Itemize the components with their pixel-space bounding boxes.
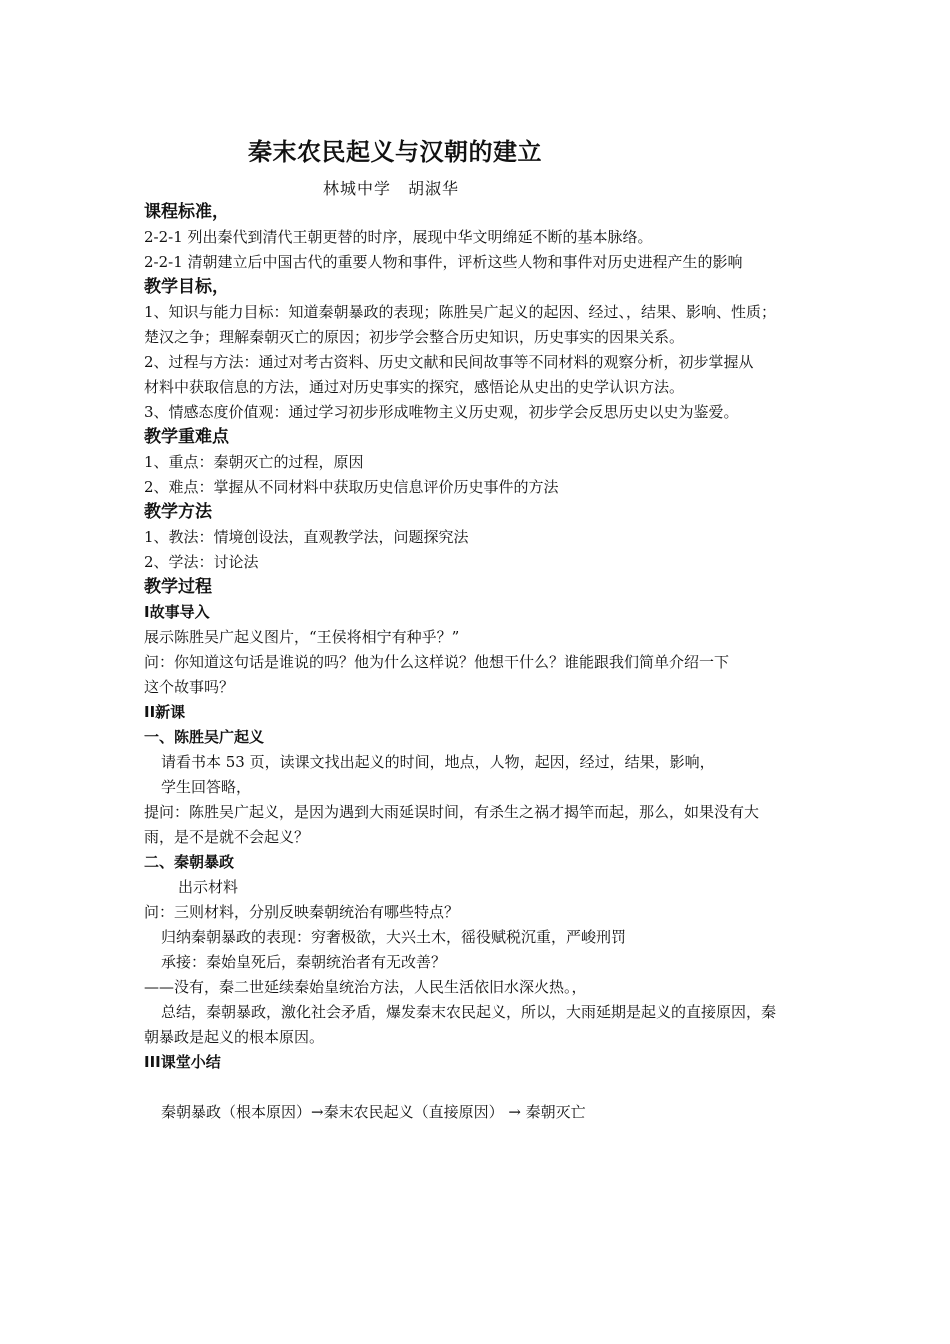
summary-line: 秦朝暴政（根本原因）→秦末农民起义（直接原因） → 秦朝灭亡 bbox=[161, 1103, 586, 1121]
subheading-summary: III课堂小结 bbox=[144, 1053, 221, 1071]
process-line: 出示材料 bbox=[178, 878, 239, 896]
document-title: 秦末农民起义与汉朝的建立 bbox=[248, 138, 542, 166]
goal-line: 2、过程与方法：通过对考古资料、历史文献和民间故事等不同材料的观察分析，初步掌握从 bbox=[144, 353, 754, 371]
subheading-newlesson: II新课 bbox=[144, 703, 186, 721]
process-line: 承接：秦始皇死后，秦朝统治者有无改善？ bbox=[161, 953, 447, 971]
heading-methods: 教学方法 bbox=[144, 502, 212, 522]
curriculum-line: 2-2-1 列出秦代到清代王朝更替的时序，展现中华文明绵延不断的基本脉络。 bbox=[144, 228, 653, 246]
goal-line: 楚汉之争；理解秦朝灭亡的原因；初步学会整合历史知识，历史事实的因果关系。 bbox=[144, 328, 685, 346]
process-line: ——没有，秦二世延续秦始皇统治方法，人民生活依旧水深火热。， bbox=[144, 978, 587, 996]
process-line: 归纳秦朝暴政的表现：穷奢极欲，大兴土木，徭役赋税沉重，严峻刑罚 bbox=[161, 928, 627, 946]
heading-keypoints: 教学重难点 bbox=[144, 427, 229, 447]
process-line: 朝暴政是起义的根本原因。 bbox=[144, 1028, 325, 1046]
process-line: 提问：陈胜吴广起义，是因为遇到大雨延误时间，有杀生之祸才揭竿而起，那么，如果没有大 bbox=[144, 803, 760, 821]
curriculum-line: 2-2-1 清朝建立后中国古代的重要人物和事件，评析这些人物和事件对历史进程产生的影响 bbox=[144, 253, 743, 271]
heading-curriculum: 课程标准， bbox=[144, 202, 229, 222]
goal-line: 3、情感态度价值观：通过学习初步形成唯物主义历史观，初步学会反思历史以史为鉴爱。 bbox=[144, 403, 739, 421]
keypoint-line: 2、难点：掌握从不同材料中获取历史信息评价历史事件的方法 bbox=[144, 478, 559, 496]
process-line: 问：你知道这句话是谁说的吗？他为什么这样说？他想干什么？谁能跟我们简单介绍一下 bbox=[144, 653, 730, 671]
author-line: 林城中学 胡淑华 bbox=[323, 179, 460, 198]
goal-line: 1、知识与能力目标：知道秦朝暴政的表现；陈胜吴广起义的起因、经过、，结果、影响、性质； bbox=[144, 303, 777, 321]
process-line: 雨，是不是就不会起义？ bbox=[144, 828, 310, 846]
goal-line: 材料中获取信息的方法，通过对历史事实的探究，感悟论从史出的史学认识方法。 bbox=[144, 378, 685, 396]
process-line: 问：三则材料，分别反映秦朝统治有哪些特点？ bbox=[144, 903, 460, 921]
subheading-sec1: 一、陈胜吴广起义 bbox=[144, 728, 265, 746]
method-line: 1、教法：情境创设法，直观教学法，问题探究法 bbox=[144, 528, 469, 546]
process-line: 请看书本 53 页，读课文找出起义的时间，地点，人物，起因，经过，结果，影响， bbox=[161, 753, 715, 771]
method-line: 2、学法：讨论法 bbox=[144, 553, 259, 571]
subheading-intro: I故事导入 bbox=[144, 603, 210, 621]
process-line: 这个故事吗？ bbox=[144, 678, 235, 696]
subheading-sec2: 二、秦朝暴政 bbox=[144, 853, 235, 871]
keypoint-line: 1、重点：秦朝灭亡的过程，原因 bbox=[144, 453, 364, 471]
process-line: 展示陈胜吴广起义图片，“王侯将相宁有种乎？” bbox=[144, 628, 460, 646]
heading-process: 教学过程 bbox=[144, 577, 212, 597]
heading-goals: 教学目标， bbox=[144, 277, 229, 297]
document-body bbox=[144, 200, 810, 1125]
process-line: 学生回答略， bbox=[161, 778, 252, 796]
process-line: 总结，秦朝暴政，激化社会矛盾，爆发秦末农民起义，所以，大雨延期是起义的直接原因，秦 bbox=[161, 1003, 777, 1021]
blank-line bbox=[144, 1075, 810, 1100]
